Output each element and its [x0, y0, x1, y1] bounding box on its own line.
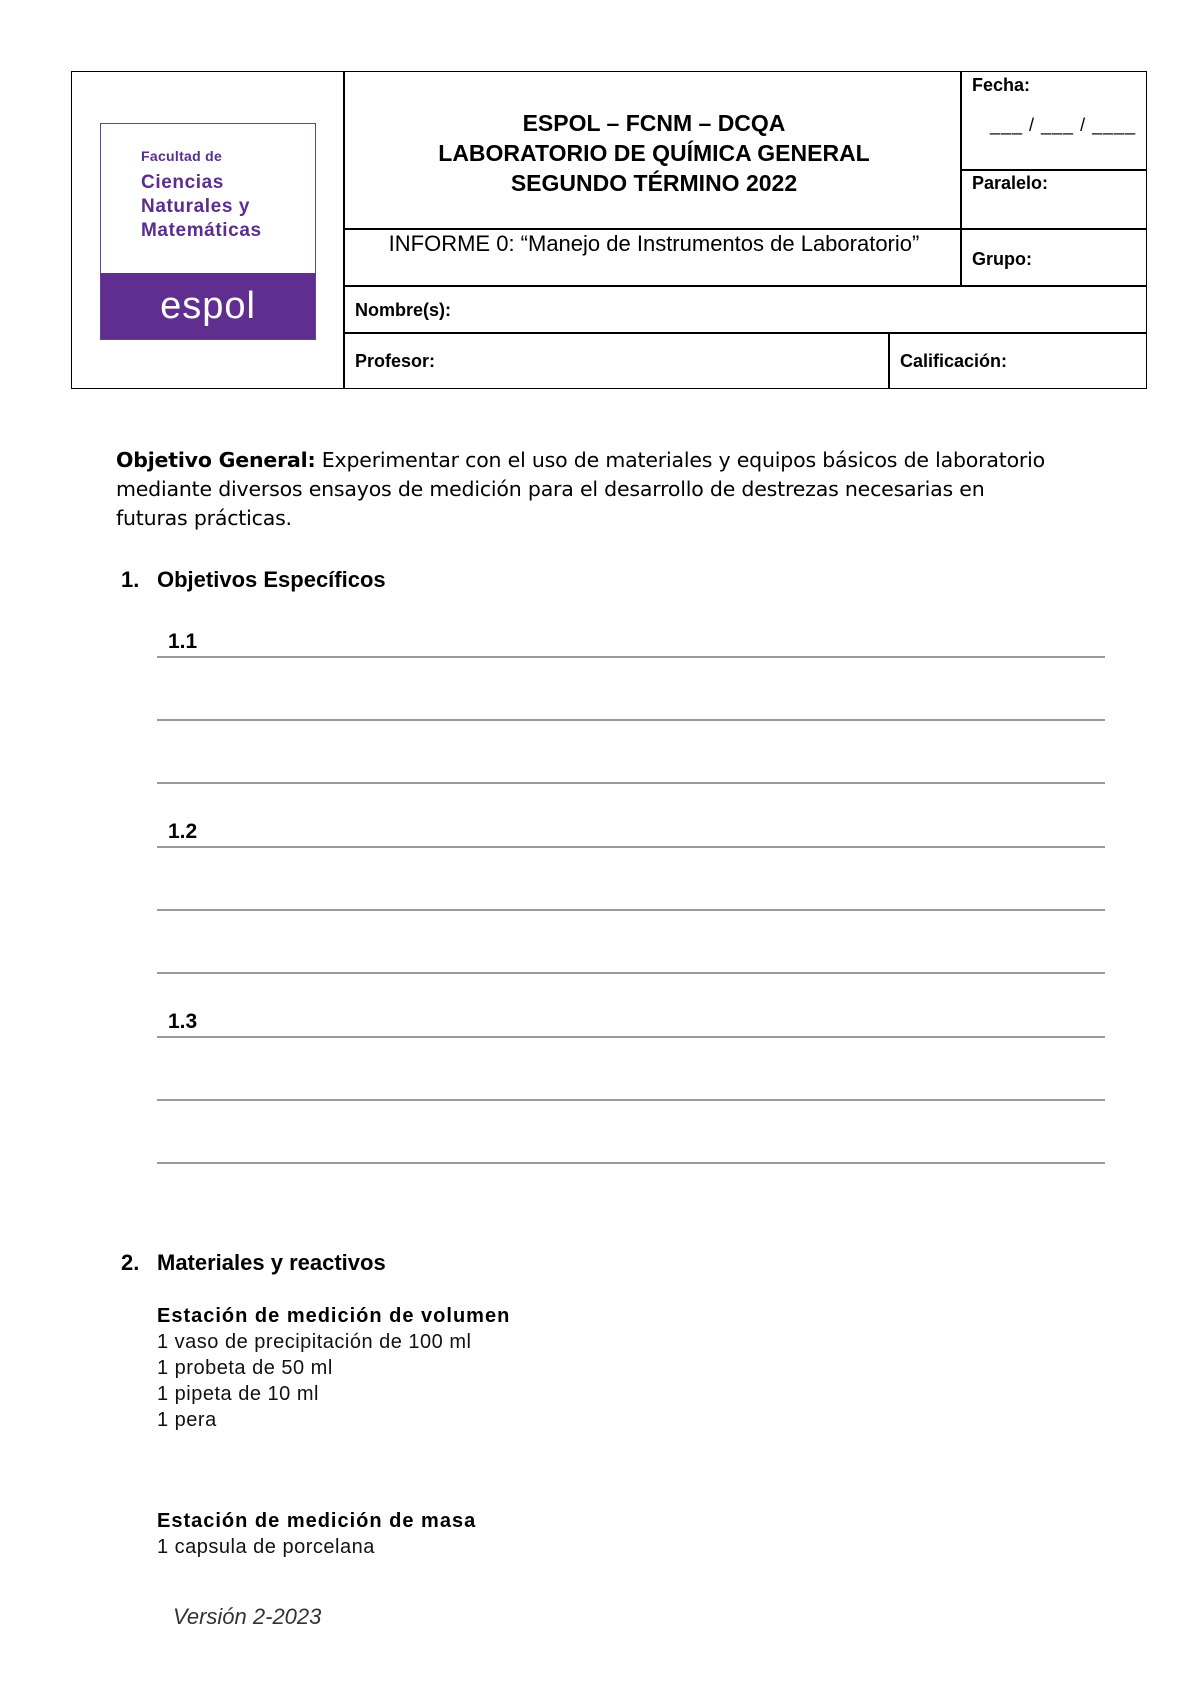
answer-line[interactable]: [157, 1162, 1105, 1164]
title-line: SEGUNDO TÉRMINO 2022: [510, 170, 798, 196]
answer-line[interactable]: [157, 909, 1105, 911]
section1-title: Objetivos Específicos: [157, 567, 386, 592]
section1-number: 1.: [121, 567, 140, 592]
logo-line2: Ciencias: [141, 172, 224, 193]
title-line: ESPOL – FCNM – DCQA: [522, 110, 786, 136]
version-footer: Versión 2-2023: [173, 1604, 322, 1629]
table-divider: [888, 332, 890, 389]
calificacion-label: Calificación:: [900, 351, 1008, 371]
fecha-label: Fecha:: [972, 75, 1031, 95]
logo-line1: Facultad de: [141, 148, 223, 164]
answer-line[interactable]: [157, 846, 1105, 848]
answer-line[interactable]: [157, 719, 1105, 721]
document-title: [345, 108, 963, 198]
material-item: 1 probeta de 50 ml: [157, 1357, 333, 1379]
section2-number: 2.: [121, 1250, 140, 1275]
material-item: 1 capsula de porcelana: [157, 1536, 375, 1558]
logo-line3: Naturales y: [141, 196, 251, 217]
paralelo-label: Paralelo:: [972, 173, 1049, 193]
general-objective: [116, 446, 1062, 533]
objective-item-label: 1.1: [168, 630, 198, 653]
title-line: LABORATORIO DE QUÍMICA GENERAL: [438, 140, 870, 166]
material-item: 1 pera: [157, 1409, 217, 1431]
answer-line[interactable]: [157, 782, 1105, 784]
nombre-label: Nombre(s):: [355, 300, 452, 320]
material-item: 1 vaso de precipitación de 100 ml: [157, 1331, 472, 1353]
station-title: Estación de medición de masa: [157, 1510, 477, 1532]
table-divider: [960, 169, 1147, 171]
answer-line[interactable]: [157, 656, 1105, 658]
answer-line[interactable]: [157, 1099, 1105, 1101]
espol-logo: [100, 123, 316, 340]
objective-text: Experimentar con el uso de materiales y equipos básicos de laboratorio mediante diversos ensayos de medición para el desarrollo de destrezas necesarias en futuras prácticas.: [116, 448, 1045, 530]
logo-brand: espol: [101, 273, 315, 339]
material-item: 1 pipeta de 10 ml: [157, 1383, 319, 1405]
grupo-label: Grupo:: [972, 249, 1032, 269]
table-divider: [343, 332, 1147, 334]
section2-title: Materiales y reactivos: [157, 1250, 386, 1275]
answer-line[interactable]: [157, 972, 1105, 974]
logo-line4: Matemáticas: [141, 220, 262, 241]
answer-line[interactable]: [157, 1036, 1105, 1038]
objective-label: Objetivo General:: [116, 448, 316, 472]
fecha-field[interactable]: ___ / ___ / ____: [990, 115, 1137, 135]
objective-item-label: 1.3: [168, 1010, 198, 1033]
station-title: Estación de medición de volumen: [157, 1305, 511, 1327]
report-title: INFORME 0: “Manejo de Instrumentos de Laboratorio”: [388, 231, 920, 256]
objective-item-label: 1.2: [168, 820, 198, 843]
profesor-label: Profesor:: [355, 351, 436, 371]
table-divider: [343, 285, 1147, 287]
